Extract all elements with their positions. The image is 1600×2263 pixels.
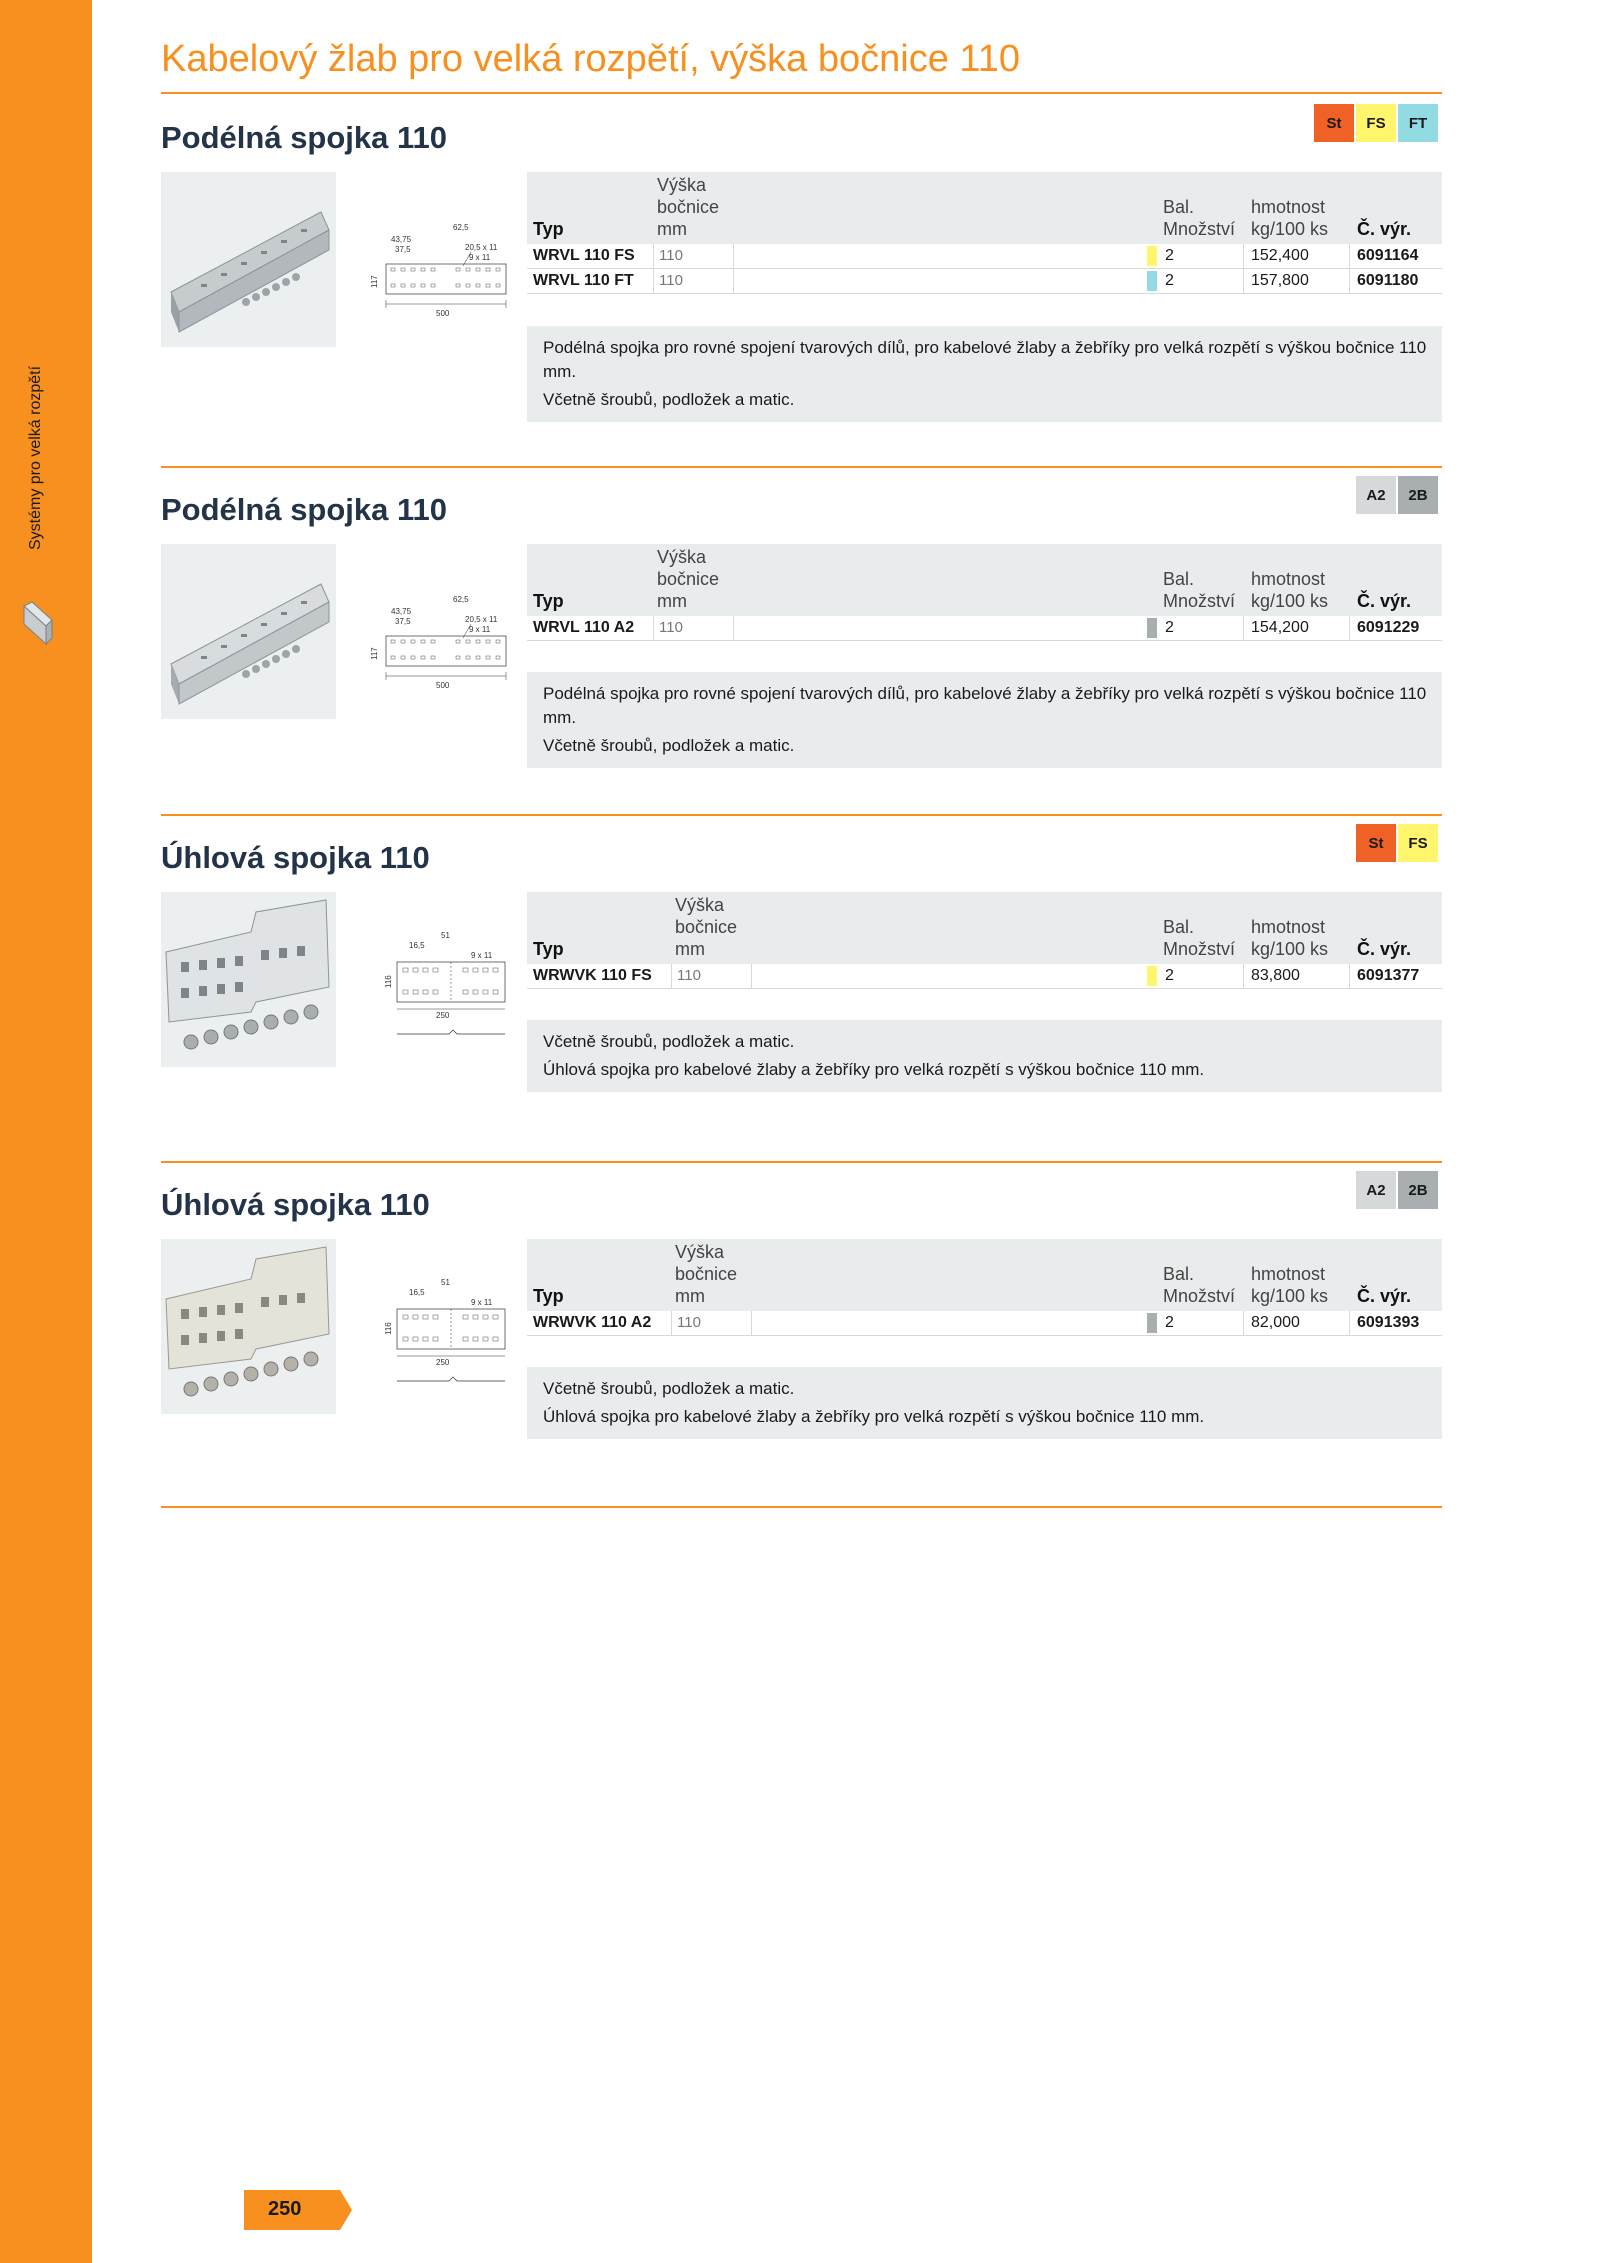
cell-hmotnost: 154,200 bbox=[1251, 619, 1309, 636]
header-cvyr: Č. výr. bbox=[1357, 939, 1412, 959]
svg-text:OBO: OBO bbox=[159, 2200, 215, 2227]
header-bal: Bal. Množství bbox=[1163, 197, 1236, 239]
header-typ: Typ bbox=[533, 939, 564, 959]
finish-swatch bbox=[1147, 271, 1157, 291]
badge-a2: A2 bbox=[1356, 476, 1396, 514]
header-typ: Typ bbox=[533, 591, 564, 611]
dim-label: 20,5 x 11 bbox=[465, 243, 498, 252]
cell-typ: WRVL 110 A2 bbox=[533, 619, 635, 636]
dim-label: 43,75 bbox=[391, 235, 412, 244]
product-description bbox=[527, 1020, 1442, 1092]
product-section-3 bbox=[161, 814, 1442, 1114]
dim-label: 51 bbox=[441, 1278, 450, 1287]
finish-swatch bbox=[1147, 246, 1157, 266]
header-cvyr: Č. výr. bbox=[1357, 1286, 1412, 1306]
cell-cvyr: 6091393 bbox=[1357, 1314, 1420, 1331]
header-bal: Bal. Množství bbox=[1163, 1264, 1236, 1306]
badge-st: St bbox=[1314, 104, 1354, 142]
section-rule bbox=[161, 1161, 1442, 1163]
table-header bbox=[527, 892, 1442, 964]
cell-cvyr: 6091377 bbox=[1357, 967, 1420, 984]
product-table bbox=[527, 544, 1442, 641]
cell-typ: WRWVK 110 A2 bbox=[533, 1314, 652, 1331]
cell-vyska: 110 bbox=[677, 1314, 701, 1331]
header-vyska: Výška bočnice mm bbox=[657, 547, 720, 611]
dim-label: 43,75 bbox=[391, 607, 412, 616]
cell-bal: 2 bbox=[1165, 967, 1174, 984]
dim-label: 20,5 x 11 bbox=[465, 615, 498, 624]
dim-label: 116 bbox=[384, 1322, 393, 1335]
badge-2b: 2B bbox=[1398, 476, 1438, 514]
cell-bal: 2 bbox=[1165, 272, 1174, 289]
section-title: Podélná spojka 110 bbox=[161, 492, 448, 527]
table-row bbox=[527, 1311, 1442, 1336]
dim-label: 9 x 11 bbox=[469, 625, 491, 634]
description-line: Úhlová spojka pro kabelové žlaby a žebříky pro velká rozpětí s výškou bočnice 110 mm. bbox=[543, 1060, 1205, 1079]
cell-typ: WRVL 110 FT bbox=[533, 272, 634, 289]
product-table bbox=[527, 892, 1442, 989]
badge-fs: FS bbox=[1398, 824, 1438, 862]
bottom-rule bbox=[161, 1506, 1442, 1508]
dim-label: 62,5 bbox=[453, 595, 469, 604]
page-title: Kabelový žlab pro velká rozpětí, výška bočnice 110 bbox=[161, 38, 1020, 80]
dim-label: 9 x 11 bbox=[471, 951, 493, 960]
header-bal: Bal. Množství bbox=[1163, 917, 1236, 959]
finish-swatch bbox=[1147, 966, 1157, 986]
cell-cvyr: 6091229 bbox=[1357, 619, 1420, 636]
product-photo bbox=[161, 1239, 336, 1414]
table-header bbox=[527, 172, 1442, 244]
dim-label: 500 bbox=[436, 681, 450, 690]
badge-st: St bbox=[1356, 824, 1396, 862]
cell-vyska: 110 bbox=[677, 967, 701, 984]
section-title: Úhlová spojka 110 bbox=[161, 1187, 430, 1222]
cell-vyska: 110 bbox=[659, 247, 683, 264]
product-description bbox=[527, 1367, 1442, 1439]
cell-hmotnost: 157,800 bbox=[1251, 272, 1309, 289]
header-bal: Bal. Množství bbox=[1163, 569, 1236, 611]
product-table bbox=[527, 1239, 1442, 1336]
dim-label: 62,5 bbox=[453, 223, 469, 232]
material-badges bbox=[1356, 476, 1438, 514]
cell-bal: 2 bbox=[1165, 1314, 1174, 1331]
badge-a2: A2 bbox=[1356, 1171, 1396, 1209]
table-row bbox=[527, 269, 1442, 294]
badge-2b: 2B bbox=[1398, 1171, 1438, 1209]
dim-label: 9 x 11 bbox=[469, 253, 491, 262]
product-photo bbox=[161, 544, 336, 719]
material-badges bbox=[1356, 1171, 1438, 1209]
product-table bbox=[527, 172, 1442, 294]
table-header bbox=[527, 1239, 1442, 1311]
cell-cvyr: 6091164 bbox=[1357, 247, 1419, 264]
description-line: Úhlová spojka pro kabelové žlaby a žebříky pro velká rozpětí s výškou bočnice 110 mm. bbox=[543, 1407, 1205, 1426]
finish-swatch bbox=[1147, 1313, 1157, 1333]
description-line: Včetně šroubů, podložek a matic. bbox=[543, 1032, 795, 1051]
section-title: Úhlová spojka 110 bbox=[161, 840, 430, 875]
section-rule bbox=[161, 814, 1442, 816]
cell-hmotnost: 152,400 bbox=[1251, 247, 1309, 264]
technical-drawing bbox=[371, 186, 521, 326]
table-row bbox=[527, 964, 1442, 989]
table-row bbox=[527, 244, 1442, 269]
header-hmotnost: hmotnost kg/100 ks bbox=[1251, 917, 1329, 959]
sidebar bbox=[0, 0, 92, 2263]
product-photo bbox=[161, 172, 336, 347]
product-section-2 bbox=[161, 466, 1442, 766]
dim-label: 37,5 bbox=[395, 617, 411, 626]
dim-label: 117 bbox=[370, 647, 379, 660]
table-row bbox=[527, 616, 1442, 641]
dim-label: 51 bbox=[441, 931, 450, 940]
dim-label: 250 bbox=[436, 1358, 450, 1367]
dim-label: 9 x 11 bbox=[471, 1298, 493, 1307]
cell-bal: 2 bbox=[1165, 619, 1174, 636]
product-photo bbox=[161, 892, 336, 1067]
cell-cvyr: 6091180 bbox=[1357, 272, 1419, 289]
dim-label: 500 bbox=[436, 309, 450, 318]
cable-tray-icon bbox=[20, 600, 54, 648]
cell-vyska: 110 bbox=[659, 619, 683, 636]
header-typ: Typ bbox=[533, 1286, 564, 1306]
sidebar-label: Systémy pro velká rozpětí bbox=[27, 365, 44, 550]
dim-label: 37,5 bbox=[395, 245, 411, 254]
cell-vyska: 110 bbox=[659, 272, 683, 289]
obo-logo bbox=[148, 2196, 226, 2228]
header-hmotnost: hmotnost kg/100 ks bbox=[1251, 197, 1329, 239]
dim-label: 16,5 bbox=[409, 941, 425, 950]
header-hmotnost: hmotnost kg/100 ks bbox=[1251, 569, 1329, 611]
material-badges bbox=[1356, 824, 1438, 862]
description-line: Včetně šroubů, podložek a matic. bbox=[543, 1379, 795, 1398]
cell-bal: 2 bbox=[1165, 247, 1174, 264]
dim-label: 250 bbox=[436, 1011, 450, 1020]
product-section-4 bbox=[161, 1161, 1442, 1461]
description-line: Podélná spojka pro rovné spojení tvarových dílů, pro kabelové žlaby a žebříky pro velká rozpětí s výškou bočnice 110 mm. bbox=[543, 338, 1427, 381]
product-description bbox=[527, 672, 1442, 768]
header-hmotnost: hmotnost kg/100 ks bbox=[1251, 1264, 1329, 1306]
section-rule bbox=[161, 466, 1442, 468]
header-cvyr: Č. výr. bbox=[1357, 591, 1412, 611]
technical-drawing bbox=[371, 906, 521, 1046]
description-line: Včetně šroubů, podložek a matic. bbox=[543, 736, 795, 755]
header-vyska: Výška bočnice mm bbox=[675, 1242, 738, 1306]
dim-label: 116 bbox=[384, 975, 393, 988]
technical-drawing bbox=[371, 558, 521, 698]
badge-ft: FT bbox=[1398, 104, 1438, 142]
table-header bbox=[527, 544, 1442, 616]
cell-hmotnost: 82,000 bbox=[1251, 1314, 1300, 1331]
section-title: Podélná spojka 110 bbox=[161, 120, 448, 155]
page-number: 250 bbox=[268, 2198, 302, 2220]
technical-drawing bbox=[371, 1253, 521, 1393]
material-badges bbox=[1314, 104, 1438, 142]
description-line: Podélná spojka pro rovné spojení tvarových dílů, pro kabelové žlaby a žebříky pro velká rozpětí s výškou bočnice 110 mm. bbox=[543, 684, 1427, 727]
description-line: Včetně šroubů, podložek a matic. bbox=[543, 390, 795, 409]
product-section-1 bbox=[161, 94, 1442, 414]
dim-label: 16,5 bbox=[409, 1288, 425, 1297]
product-description bbox=[527, 326, 1442, 422]
header-vyska: Výška bočnice mm bbox=[675, 895, 738, 959]
cell-typ: WRVL 110 FS bbox=[533, 247, 635, 264]
header-vyska: Výška bočnice mm bbox=[657, 175, 720, 239]
cell-hmotnost: 83,800 bbox=[1251, 967, 1300, 984]
cell-typ: WRWVK 110 FS bbox=[533, 967, 652, 984]
header-typ: Typ bbox=[533, 219, 564, 239]
dim-label: 117 bbox=[370, 275, 379, 288]
badge-fs: FS bbox=[1356, 104, 1396, 142]
finish-swatch bbox=[1147, 618, 1157, 638]
header-cvyr: Č. výr. bbox=[1357, 219, 1412, 239]
